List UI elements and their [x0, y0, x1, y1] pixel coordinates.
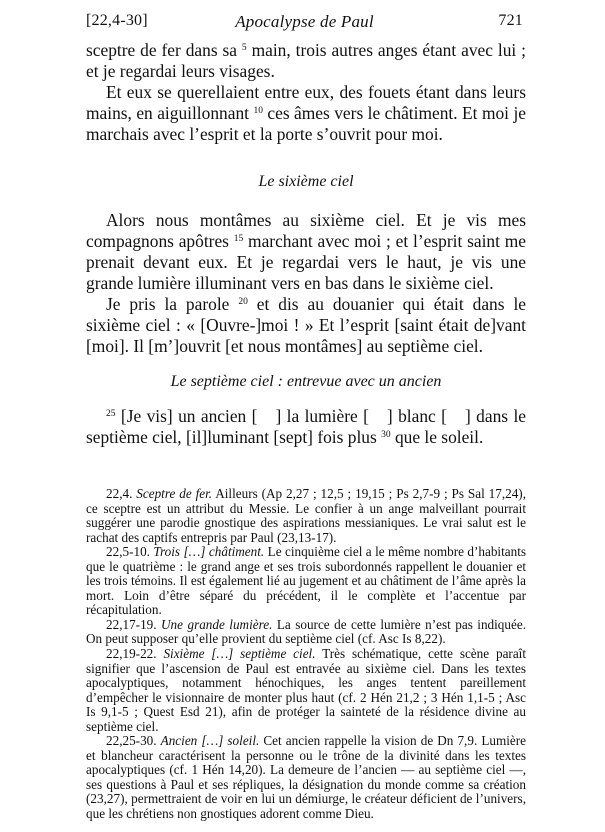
- footnote-text: Très schématique, cette scène paraît signifier que l’ascension de Paul est entravée au sixième ciel. Dans les textes apocalyptiques, notamment hénochiques, les anges tentent pareillement d’empêcher le visionnaire de monter plus haut (cf. 2 Hén 21,2 ; 3 Hén 1,1-5 ; Asc Is 9,1-5 ; Quest Esd 21), afin de protéger la sainteté de la résidence divine au septième ciel.: [86, 646, 526, 734]
- page-number: 721: [498, 12, 523, 29]
- footnote-ref: 22,19-22.: [106, 646, 157, 662]
- text-span: ] dans le septième ciel, [il]luminant [sept] fois plus: [86, 406, 526, 447]
- footnote-lemma: Sixième […] septième ciel.: [163, 646, 316, 662]
- text-span: que le soleil.: [390, 427, 484, 447]
- paragraph: [86, 294, 526, 357]
- footnote-text: Le cinquième ciel a le même nombre d’habitants que le quatrième : le grand ange et ses trois subordonnés rappellent le douanier et les trois témoins. Il est également lié au jugement et au châtiment de l’âme après la mort. Loin d’être séparé du précédent, il le complète et l’accentue par récapitulation.: [86, 544, 526, 618]
- footnote-lemma: Une grande lumière.: [161, 616, 273, 632]
- footnote-text: Ailleurs (Ap 2,27 ; 12,5 ; 19,15 ; Ps 2,7-9 ; Ps Sal 17,24), ce sceptre est un attribut du Messie. Le confier à un ange malveillant pourrait suggérer une parodie gnostique des aspirations messianiques. Le vrai salut est le rachat des captifs entrepris par Paul (23,13-17).: [86, 486, 526, 545]
- footnote-ref: 22,5-10.: [106, 544, 150, 560]
- text-span: [Je vis] un ancien [: [115, 406, 258, 426]
- text-block-seventh-heaven: [86, 406, 526, 448]
- text-block-fifth-heaven: [86, 40, 526, 145]
- paragraph: [86, 210, 526, 294]
- line-number: 10: [253, 106, 263, 116]
- text-block-sixth-heaven: [86, 210, 526, 357]
- header-title: Apocalypse de Paul: [235, 12, 374, 31]
- paragraph: [86, 406, 526, 448]
- text-span: ces âmes vers le châtiment. Et moi je marchais avec l’esprit et la porte s’ouvrit pour moi.: [86, 103, 526, 144]
- footnote-ref: 22,4.: [106, 486, 133, 501]
- text-span: main, trois autres anges étant avec lui ; et je regardai leurs visages.: [86, 40, 527, 81]
- footnote-lemma: Ancien […] soleil.: [160, 733, 260, 749]
- line-number: 25: [106, 409, 116, 419]
- text-span: marchant avec moi ; et l’esprit saint me prenait devant eux. Et je regardai vers le haut, je vis une grande lumière illuminant vers en bas dans le sixième ciel.: [86, 231, 526, 293]
- footnote: [86, 545, 526, 618]
- text-span: et dis au douanier qui était dans le sixième ciel : « [Ouvre-]moi ! » Et l’esprit [saint était de]vant [moi]. Il [m’]ouvrit [et nous montâmes] au septième ciel.: [86, 294, 527, 356]
- text-span: Alors nous montâmes au sixième ciel. Et je vis mes compagnons apôtres: [86, 210, 526, 251]
- section-heading-seventh-heaven: Le septième ciel : entrevue avec un ancien: [170, 373, 442, 390]
- footnote-text: La source de cette lumière n’est pas indiquée. On peut supposer qu’elle provient du septième ciel (cf. Asc Is 8,22).: [86, 616, 526, 647]
- running-header: [86, 12, 523, 36]
- footnotes: [86, 487, 526, 822]
- footnote: [86, 734, 526, 821]
- paragraph: [86, 82, 526, 145]
- paragraph: [86, 40, 526, 82]
- line-number: 30: [381, 430, 391, 440]
- footnote-ref: 22,17-19.: [106, 616, 157, 632]
- header-reference: [22,4-30]: [86, 12, 148, 29]
- footnote-ref: 22,25-30.: [106, 733, 157, 749]
- footnote-text: Cet ancien rappelle la vision de Dn 7,9. Lumière et blancheur caractérisent la personne ou le trône de la divinité dans les textes apocalyptiques (cf. 1 Hén 14,20). La demeure de l’ancien — au septième ciel —, ses questions à Paul et ses répliques, la désignation du monde comme sa création (23,27), permettraient de voir en lui un démiurge, le créateur déficient de l’univers, que les chrétiens non gnostiques adorent comme Dieu.: [86, 733, 526, 822]
- text-span: ] blanc [: [386, 406, 447, 426]
- line-number: 20: [238, 297, 248, 307]
- section-heading-sixth-heaven: Le sixième ciel: [258, 173, 354, 190]
- line-number: 15: [233, 234, 244, 244]
- footnote: [86, 487, 526, 545]
- text-span: ] la lumière [: [275, 406, 369, 426]
- text-span: Et eux se querellaient entre eux, des fouets étant dans leurs mains, en aiguillonnant: [86, 82, 526, 123]
- text-span: sceptre de fer dans sa: [86, 40, 242, 60]
- footnote-lemma: Sceptre de fer.: [136, 486, 213, 501]
- footnote: [86, 618, 526, 647]
- footnote: [86, 647, 526, 734]
- line-number: 5: [241, 43, 247, 53]
- footnote-lemma: Trois […] châtiment.: [153, 544, 265, 560]
- text-span: Je pris la parole: [106, 294, 239, 314]
